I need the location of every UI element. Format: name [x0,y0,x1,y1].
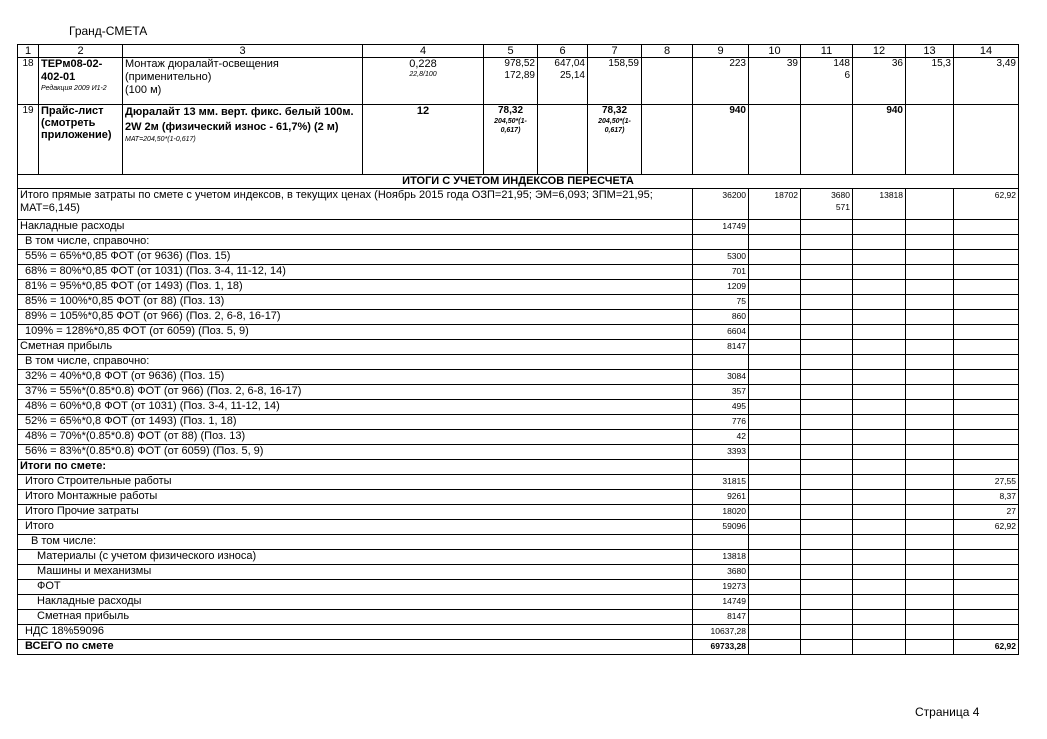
overhead-item-value: 75 [693,295,749,310]
totals-incl-label: В том числе: [18,535,693,550]
row-c13: 15,3 [906,58,954,105]
totals-item-label: Машины и механизмы [18,565,693,580]
profit-item-row [18,385,1019,400]
overhead-item-row [18,325,1019,340]
row-c8 [642,58,693,105]
estimate-row-19 [18,105,1019,175]
overhead-item-row [18,265,1019,280]
total-build-row [18,475,1019,490]
overhead-row [18,220,1019,235]
row-number: 19 [18,105,39,175]
profit-row [18,340,1019,355]
profit-item-row [18,415,1019,430]
overhead-item-value: 5300 [693,250,749,265]
col-num: 8 [642,45,693,58]
row-c7: 158,59 [588,58,642,105]
profit-item-value: 3393 [693,445,749,460]
profit-item-label: 32% = 40%*0,8 ФОТ (от 9636) (Поз. 15) [18,370,693,385]
row-number: 18 [18,58,39,105]
total-other-c9: 18020 [693,505,749,520]
totals-item-label: ФОТ [18,580,693,595]
vat-value: 10637,28 [693,625,749,640]
row-c10: 39 [749,58,801,105]
grand-total-c9: 69733,28 [693,640,749,655]
col-num: 13 [906,45,954,58]
col-num: 11 [801,45,853,58]
row-c12: 36 [853,58,906,105]
totals-header-row [18,460,1019,475]
profit-item-row [18,370,1019,385]
row-name-cell [123,105,363,175]
total-mount-label: Итого Монтажные работы [18,490,693,505]
estimate-table [17,44,1019,655]
overhead-item-value: 860 [693,310,749,325]
sum-c12: 13818 [853,189,906,220]
row-c9: 223 [693,58,749,105]
row-c5-cell [484,105,538,175]
direct-costs-row [18,189,1019,220]
row-code-note: Редакция 2009 И1-2 [41,85,107,92]
totals-item-value: 8147 [693,610,749,625]
row-c12: 940 [853,105,906,175]
totals-item-label: Накладные расходы [18,595,693,610]
col-num: 14 [954,45,1019,58]
sum-c9: 36200 [693,189,749,220]
row-c7-note: 204,50*(1-0,617) [598,118,631,134]
row-c6-a: 647,04 [554,58,585,69]
page-number: Страница 4 [915,705,980,719]
row-c14: 3,49 [954,58,1019,105]
profit-item-label: 48% = 70%*(0.85*0.8) ФОТ (от 88) (Поз. 13) [18,430,693,445]
overhead-item-value: 6604 [693,325,749,340]
overhead-incl-label: В том числе, справочно: [18,235,693,250]
totals-incl-row [18,535,1019,550]
totals-item-label: Сметная прибыль [18,610,693,625]
document-header: Гранд-СМЕТА [69,24,148,38]
profit-item-row [18,400,1019,415]
row-c5: 78,32 [497,105,524,116]
overhead-item-label: 55% = 65%*0,85 ФОТ (от 9636) (Поз. 15) [18,250,693,265]
profit-item-row [18,445,1019,460]
total-mount-c9: 9261 [693,490,749,505]
profit-item-label: 37% = 55%*(0.85*0.8) ФОТ (от 966) (Поз. 2, 6-8, 16-17) [18,385,693,400]
col-num: 10 [749,45,801,58]
row-c11-a: 148 [833,58,850,69]
sum-c11-b: 571 [835,202,850,212]
totals-item-row [18,595,1019,610]
total-c9: 59096 [693,520,749,535]
col-num: 5 [484,45,538,58]
section-title-row [18,175,1019,189]
overhead-incl-row [18,235,1019,250]
total-other-label: Итого Прочие затраты [18,505,693,520]
col-num: 12 [853,45,906,58]
row-c11 [801,58,853,105]
row-c13 [906,105,954,175]
profit-item-label: 56% = 83%*(0.85*0.8) ФОТ (от 6059) (Поз. 5, 9) [18,445,693,460]
profit-item-value: 776 [693,415,749,430]
row-c7-cell [588,105,642,175]
row-c5-b: 172,89 [504,70,535,81]
row-name-cell [123,58,363,105]
row-qty-cell [363,58,484,105]
row-c8 [642,105,693,175]
row-c6-b: 25,14 [559,70,585,81]
totals-item-label: Материалы (с учетом физического износа) [18,550,693,565]
row-qty: 0,228 [409,58,437,70]
vat-row [18,625,1019,640]
row-c6 [538,105,588,175]
overhead-item-row [18,295,1019,310]
profit-label: Сметная прибыль [18,340,693,355]
total-other-c14: 27 [954,505,1019,520]
estimate-row-18 [18,58,1019,105]
grand-total-label: ВСЕГО по смете [18,640,693,655]
total-build-c14: 27,55 [954,475,1019,490]
row-qty-note: 22,8/100 [409,71,437,78]
grand-total-c14: 62,92 [954,640,1019,655]
overhead-item-label: 68% = 80%*0,85 ФОТ (от 1031) (Поз. 3-4, 11-12, 14) [18,265,693,280]
totals-item-value: 13818 [693,550,749,565]
col-num: 7 [588,45,642,58]
col-num: 2 [39,45,123,58]
row-unit: (100 м) [125,84,162,96]
sum-c11-a: 3680 [831,190,850,200]
totals-item-row [18,565,1019,580]
overhead-item-row [18,250,1019,265]
total-mount-c14: 8,37 [954,490,1019,505]
overhead-item-label: 109% = 128%*0,85 ФОТ (от 6059) (Поз. 5, 9) [18,325,693,340]
sum-c13 [906,189,954,220]
total-c14: 62,92 [954,520,1019,535]
col-num: 4 [363,45,484,58]
totals-header: Итоги по смете: [18,460,693,475]
row-qty: 12 [363,105,484,175]
row-code-cell [39,58,123,105]
column-number-row [18,45,1019,58]
profit-incl-row [18,355,1019,370]
grand-total-row [18,640,1019,655]
row-c11 [801,105,853,175]
row-c9: 940 [693,105,749,175]
total-label: Итого [18,520,693,535]
profit-value: 8147 [693,340,749,355]
totals-item-row [18,610,1019,625]
overhead-label: Накладные расходы [18,220,693,235]
total-row [18,520,1019,535]
row-name-note: МАТ=204,50*(1-0,617) [125,136,196,143]
row-name: Дюралайт 13 мм. верт. фикс. белый 100м. 2W 2м (физический износ - 61,7%) (2 м) [125,106,354,133]
profit-item-value: 357 [693,385,749,400]
total-other-row [18,505,1019,520]
profit-item-label: 48% = 60%*0,8 ФОТ (от 1031) (Поз. 3-4, 11-12, 14) [18,400,693,415]
overhead-value: 14749 [693,220,749,235]
sum-c11 [801,189,853,220]
row-c7: 78,32 [601,105,628,116]
sum-c14: 62,92 [954,189,1019,220]
overhead-item-label: 81% = 95%*0,85 ФОТ (от 1493) (Поз. 1, 18) [18,280,693,295]
section-title: ИТОГИ С УЧЕТОМ ИНДЕКСОВ ПЕРЕСЧЕТА [18,175,1019,189]
profit-item-value: 3084 [693,370,749,385]
sum-c10: 18702 [749,189,801,220]
row-code: ТЕРм08-02-402-01 [41,58,103,83]
row-c11-b: 6 [844,70,850,81]
vat-label: НДС 18%59096 [18,625,693,640]
total-build-label: Итого Строительные работы [18,475,693,490]
totals-item-value: 19273 [693,580,749,595]
col-num: 1 [18,45,39,58]
profit-item-value: 42 [693,430,749,445]
totals-item-value: 3680 [693,565,749,580]
row-c5-a: 978,52 [504,58,535,69]
row-c5-note: 204,50*(1-0,617) [494,118,527,134]
total-build-c9: 31815 [693,475,749,490]
totals-item-row [18,550,1019,565]
row-code: Прайс-лист (смотреть приложение) [39,105,123,175]
profit-item-value: 495 [693,400,749,415]
profit-item-row [18,430,1019,445]
total-mount-row [18,490,1019,505]
row-c5 [484,58,538,105]
row-c6 [538,58,588,105]
overhead-item-label: 85% = 100%*0,85 ФОТ (от 88) (Поз. 13) [18,295,693,310]
overhead-item-row [18,280,1019,295]
totals-item-value: 14749 [693,595,749,610]
col-num: 6 [538,45,588,58]
col-num: 3 [123,45,363,58]
overhead-item-label: 89% = 105%*0,85 ФОТ (от 966) (Поз. 2, 6-8, 16-17) [18,310,693,325]
overhead-item-value: 701 [693,265,749,280]
overhead-item-row [18,310,1019,325]
row-name: Монтаж дюралайт-освещения (применительно) [125,58,279,83]
row-c14 [954,105,1019,175]
row-c10 [749,105,801,175]
profit-item-label: 52% = 65%*0,8 ФОТ (от 1493) (Поз. 1, 18) [18,415,693,430]
totals-item-row [18,580,1019,595]
direct-costs-label: Итого прямые затраты по смете с учетом индексов, в текущих ценах (Ноябрь 2015 года ОЗП=21,95; ЭМ=6,093; ЗПМ=21,95; МАТ=6,145) [18,189,693,220]
overhead-item-value: 1209 [693,280,749,295]
profit-incl-label: В том числе, справочно: [18,355,693,370]
col-num: 9 [693,45,749,58]
